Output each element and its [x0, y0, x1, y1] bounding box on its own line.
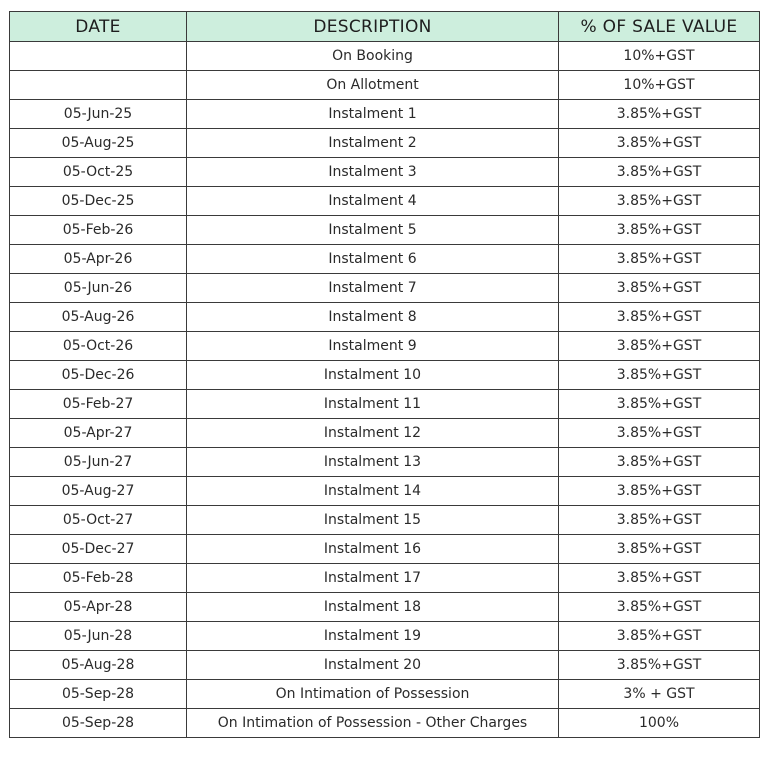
table-row: [10, 274, 760, 303]
column-header-date: DATE: [10, 12, 187, 42]
percent-cell: 3.85%+GST: [559, 158, 760, 187]
date-cell: 05-Apr-28: [10, 593, 187, 622]
table-row: [10, 535, 760, 564]
description-cell: Instalment 20: [187, 651, 559, 680]
table-header-row: [10, 12, 760, 42]
percent-cell: 3.85%+GST: [559, 506, 760, 535]
date-cell: 05-Oct-27: [10, 506, 187, 535]
table-row: [10, 332, 760, 361]
date-cell: 05-Sep-28: [10, 680, 187, 709]
description-cell: Instalment 12: [187, 419, 559, 448]
table-row: [10, 71, 760, 100]
percent-cell: 3.85%+GST: [559, 593, 760, 622]
description-cell: Instalment 9: [187, 332, 559, 361]
date-cell: 05-Aug-27: [10, 477, 187, 506]
date-cell: 05-Jun-28: [10, 622, 187, 651]
percent-cell: 3.85%+GST: [559, 100, 760, 129]
description-cell: Instalment 11: [187, 390, 559, 419]
percent-cell: 3.85%+GST: [559, 535, 760, 564]
table-row: [10, 100, 760, 129]
date-cell: 05-Oct-25: [10, 158, 187, 187]
description-cell: Instalment 18: [187, 593, 559, 622]
payment-schedule-table: [9, 11, 760, 738]
date-cell: 05-Feb-26: [10, 216, 187, 245]
date-cell: 05-Apr-27: [10, 419, 187, 448]
percent-cell: 100%: [559, 709, 760, 738]
table-row: [10, 506, 760, 535]
percent-cell: 3.85%+GST: [559, 187, 760, 216]
column-header-description: DESCRIPTION: [187, 12, 559, 42]
percent-cell: 3.85%+GST: [559, 332, 760, 361]
table-row: [10, 216, 760, 245]
date-cell: 05-Jun-25: [10, 100, 187, 129]
table-row: [10, 129, 760, 158]
date-cell: 05-Jun-26: [10, 274, 187, 303]
date-cell: 05-Dec-25: [10, 187, 187, 216]
percent-cell: 10%+GST: [559, 71, 760, 100]
description-cell: Instalment 15: [187, 506, 559, 535]
percent-cell: 3.85%+GST: [559, 216, 760, 245]
description-cell: On Intimation of Possession - Other Charges: [187, 709, 559, 738]
description-cell: On Allotment: [187, 71, 559, 100]
description-cell: Instalment 2: [187, 129, 559, 158]
description-cell: Instalment 8: [187, 303, 559, 332]
table-row: [10, 187, 760, 216]
table-row: [10, 419, 760, 448]
description-cell: Instalment 1: [187, 100, 559, 129]
table-row: [10, 709, 760, 738]
description-cell: Instalment 6: [187, 245, 559, 274]
percent-cell: 3.85%+GST: [559, 419, 760, 448]
percent-cell: 3.85%+GST: [559, 448, 760, 477]
percent-cell: 3.85%+GST: [559, 651, 760, 680]
description-cell: Instalment 4: [187, 187, 559, 216]
date-cell: 05-Sep-28: [10, 709, 187, 738]
percent-cell: 3.85%+GST: [559, 303, 760, 332]
description-cell: On Booking: [187, 42, 559, 71]
date-cell: 05-Jun-27: [10, 448, 187, 477]
date-cell: 05-Feb-27: [10, 390, 187, 419]
date-cell: 05-Dec-26: [10, 361, 187, 390]
table-row: [10, 303, 760, 332]
date-cell: 05-Dec-27: [10, 535, 187, 564]
description-cell: Instalment 5: [187, 216, 559, 245]
table-row: [10, 477, 760, 506]
description-cell: Instalment 14: [187, 477, 559, 506]
table-row: [10, 593, 760, 622]
percent-cell: 3.85%+GST: [559, 245, 760, 274]
description-cell: On Intimation of Possession: [187, 680, 559, 709]
percent-cell: 3.85%+GST: [559, 390, 760, 419]
payment-schedule: [9, 11, 759, 738]
table-row: [10, 158, 760, 187]
description-cell: Instalment 19: [187, 622, 559, 651]
percent-cell: 3.85%+GST: [559, 477, 760, 506]
date-cell: 05-Feb-28: [10, 564, 187, 593]
date-cell: 05-Oct-26: [10, 332, 187, 361]
date-cell: [10, 42, 187, 71]
table-body: [10, 42, 760, 738]
table-row: [10, 448, 760, 477]
column-header-percent: % OF SALE VALUE: [559, 12, 760, 42]
table-row: [10, 245, 760, 274]
date-cell: 05-Aug-25: [10, 129, 187, 158]
percent-cell: 10%+GST: [559, 42, 760, 71]
description-cell: Instalment 13: [187, 448, 559, 477]
percent-cell: 3.85%+GST: [559, 622, 760, 651]
table-row: [10, 361, 760, 390]
table-row: [10, 564, 760, 593]
table-row: [10, 390, 760, 419]
description-cell: Instalment 17: [187, 564, 559, 593]
date-cell: [10, 71, 187, 100]
percent-cell: 3.85%+GST: [559, 129, 760, 158]
description-cell: Instalment 10: [187, 361, 559, 390]
percent-cell: 3.85%+GST: [559, 361, 760, 390]
table-row: [10, 680, 760, 709]
description-cell: Instalment 7: [187, 274, 559, 303]
table-row: [10, 42, 760, 71]
date-cell: 05-Aug-26: [10, 303, 187, 332]
description-cell: Instalment 16: [187, 535, 559, 564]
date-cell: 05-Aug-28: [10, 651, 187, 680]
date-cell: 05-Apr-26: [10, 245, 187, 274]
description-cell: Instalment 3: [187, 158, 559, 187]
percent-cell: 3.85%+GST: [559, 564, 760, 593]
percent-cell: 3% + GST: [559, 680, 760, 709]
table-row: [10, 651, 760, 680]
table-row: [10, 622, 760, 651]
percent-cell: 3.85%+GST: [559, 274, 760, 303]
